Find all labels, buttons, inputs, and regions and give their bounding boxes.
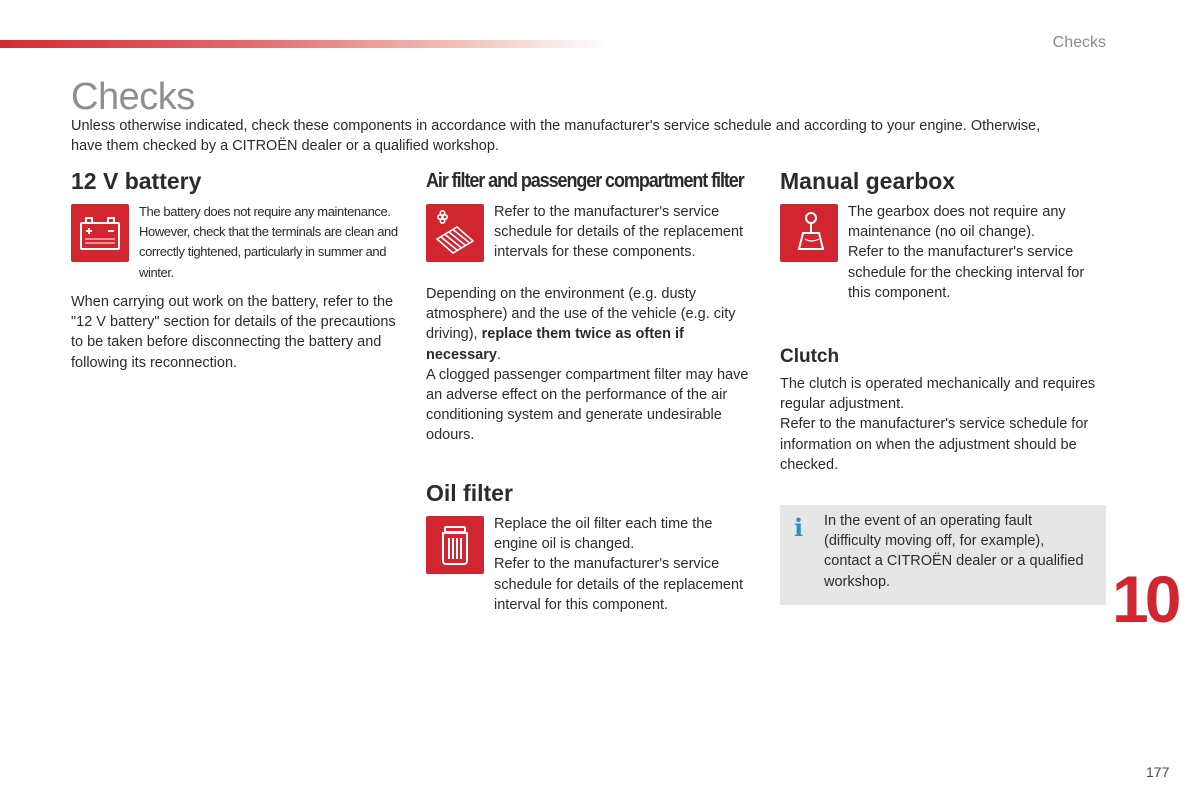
oil-filter-icon [426,516,484,574]
battery-heading: 12 V battery [71,168,202,194]
air-filter-body-bold: replace them twice as often if necessary [426,326,684,363]
clutch-body-1: The clutch is operated mechanically and requires regular adjustment. [780,376,1096,413]
oil-filter-icon-row [426,514,756,615]
air-filter-body-a: Depending on the environment (e.g. dusty atmosphere) and the use of the vehicle (e.g. city driving), [426,286,736,343]
oil-filter-text-2: Refer to the manufacturer's service schedule for details of the replacement interval for this component. [494,556,744,613]
battery-icon [71,204,129,262]
clutch-heading: Clutch [780,346,840,367]
clutch-body-2: Refer to the manufacturer's service schedule for information on when the adjustment should be checked. [780,416,1089,473]
oil-filter-icon-text [494,514,756,615]
oil-filter-section [426,478,756,615]
air-filter-section [426,166,756,446]
running-header: Checks [1052,34,1106,51]
air-filter-body-c: A clogged passenger compartment filter may have an adverse effect on the performance of the air conditioning system and generate undesirable odours. [426,366,749,444]
info-text: In the event of an operating fault (difficulty moving off, for example), contact a CITROËN dealer or a qualified workshop. [824,513,1084,590]
battery-icon-text: The battery does not require any maintenance. However, check that the terminals are clean and correctly tightened, particularly in summer and winter. [139,204,398,280]
page-title: Checks [71,76,195,118]
page-number: 177 [1146,764,1170,780]
gearbox-section [780,166,1110,303]
battery-section [71,166,401,373]
air-filter-icon [426,204,484,262]
chapter-number: 10 [1112,562,1178,636]
gearbox-heading: Manual gearbox [780,168,956,194]
air-filter-icon-row [426,202,756,284]
battery-body: When carrying out work on the battery, refer to the "12 V battery" section for details of the precautions to be taken before disconnecting the battery and following its reconnection. [71,294,396,371]
clutch-section [780,344,1110,475]
gearbox-icon-row [780,202,1110,303]
gear-lever-icon [780,204,838,262]
air-filter-heading: Air filter and passenger compartment filter [426,170,744,192]
battery-icon-row [71,202,401,284]
gearbox-icon-text [848,202,1110,303]
info-note [780,505,1106,605]
oil-filter-text-1: Replace the oil filter each time the engine oil is changed. [494,516,713,553]
air-filter-body [426,284,756,365]
intro-text: Unless otherwise indicated, check these components in accordance with the manufacturer's service schedule and according to your engine. Otherwise, have them checked by a CITROËN dealer or a qualified workshop. [71,118,1041,154]
air-filter-body-b: . [496,346,501,363]
gearbox-text-2: Refer to the manufacturer's service schedule for the checking interval for this component. [848,244,1085,301]
air-filter-icon-text: Refer to the manufacturer's service schedule for details of the replacement intervals for these components. [494,204,744,261]
header-accent-bar [0,40,610,48]
info-icon: i [794,513,804,542]
gearbox-text-1: The gearbox does not require any maintenance (no oil change). [848,204,1066,241]
oil-filter-heading: Oil filter [426,480,513,506]
